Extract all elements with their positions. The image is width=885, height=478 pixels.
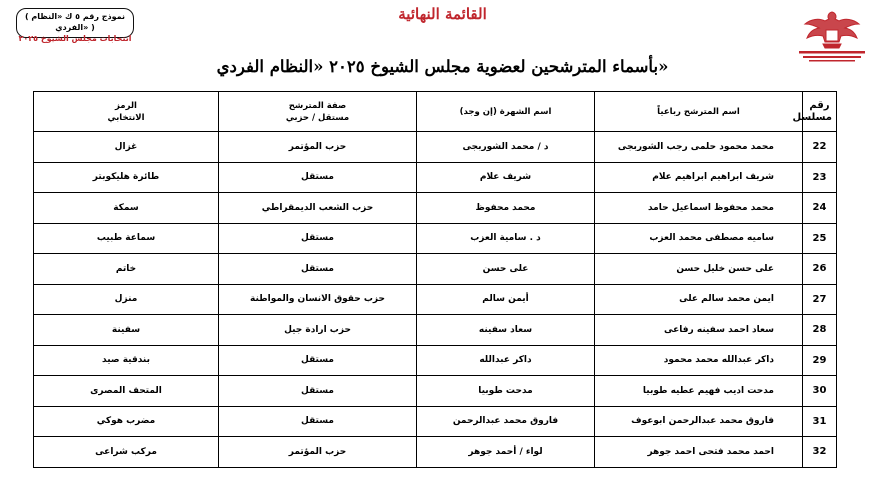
cell-name: ايمن محمد سالم على xyxy=(595,284,803,315)
cell-fame: مدحت طوبيا xyxy=(417,376,595,407)
cell-name: مدحت اديب فهيم عطيه طوبيا xyxy=(595,376,803,407)
table-row xyxy=(34,376,837,407)
table-row xyxy=(34,284,837,315)
cell-symbol: منزل xyxy=(34,284,219,315)
table-header-row xyxy=(34,92,837,132)
header-symbol xyxy=(34,92,219,132)
form-number-label: ( نموذج رقم ٥ ك «النظام الفردي» ) xyxy=(24,12,126,32)
cell-type: مستقل xyxy=(219,162,417,193)
cell-name: محمد محفوظ اسماعيل حامد xyxy=(595,193,803,224)
cell-type: مستقل xyxy=(219,345,417,376)
cell-serial: 25 xyxy=(803,223,837,254)
header-type-l2: مستقل / حزبي xyxy=(285,112,350,123)
header-type xyxy=(219,92,417,132)
cell-symbol: سفينة xyxy=(34,315,219,346)
cell-name: فاروق محمد عبدالرحمن ابوعوف xyxy=(595,406,803,437)
header-name: اسم المترشح رباعياً xyxy=(595,92,803,132)
cell-symbol: مضرب هوكي xyxy=(34,406,219,437)
final-list-title: القائمة النهائية xyxy=(398,5,487,23)
header-fame: اسم الشهرة (إن وجد) xyxy=(417,92,595,132)
cell-type: مستقل xyxy=(219,223,417,254)
cell-serial: 30 xyxy=(803,376,837,407)
cell-symbol: خاتم xyxy=(34,254,219,285)
table-row xyxy=(34,406,837,437)
cell-fame: على حسن xyxy=(417,254,595,285)
header-type-l1: صفة المترشح xyxy=(288,100,347,111)
cell-fame: شريف علام xyxy=(417,162,595,193)
cell-name: احمد محمد فتحى احمد جوهر xyxy=(595,437,803,468)
cell-name: على حسن خليل حسن xyxy=(595,254,803,285)
header-serial-l2: مسلسل xyxy=(792,111,832,123)
cell-serial: 23 xyxy=(803,162,837,193)
cell-name: ساميه مصطفى محمد العزب xyxy=(595,223,803,254)
election-label: انتخابات مجلس الشيوخ ٢٠٢٥ xyxy=(18,34,132,43)
cell-fame: لواء / أحمد جوهر xyxy=(417,437,595,468)
cell-symbol: مركب شراعى xyxy=(34,437,219,468)
header-serial-l1: رقم xyxy=(809,99,830,111)
form-number-box xyxy=(16,8,134,43)
cell-symbol: غزال xyxy=(34,132,219,163)
cell-symbol: طائرة هليكوبتر xyxy=(34,162,219,193)
cell-type: حزب المؤتمر xyxy=(219,437,417,468)
cell-symbol: سماعة طبيب xyxy=(34,223,219,254)
table-row xyxy=(34,193,837,224)
cell-name: شريف ابراهيم ابراهيم علام xyxy=(595,162,803,193)
cell-serial: 27 xyxy=(803,284,837,315)
cell-type: حزب حقوق الانسان والمواطنة xyxy=(219,284,417,315)
cell-fame: داكر عبدالله xyxy=(417,345,595,376)
cell-symbol: المتحف المصرى xyxy=(34,376,219,407)
cell-serial: 29 xyxy=(803,345,837,376)
table-row xyxy=(34,437,837,468)
cell-type: حزب المؤتمر xyxy=(219,132,417,163)
table-row xyxy=(34,132,837,163)
cell-serial: 32 xyxy=(803,437,837,468)
eagle-emblem-icon xyxy=(795,6,870,64)
header-serial xyxy=(792,92,837,132)
cell-symbol: بندقية صيد xyxy=(34,345,219,376)
cell-type: حزب الشعب الديمقراطي xyxy=(219,193,417,224)
cell-fame: سعاد سفينه xyxy=(417,315,595,346)
header-symbol-l1: الرمز xyxy=(115,100,137,111)
cell-name: داكر عبدالله محمد محمود xyxy=(595,345,803,376)
table-row xyxy=(34,162,837,193)
table-row xyxy=(34,254,837,285)
table-row xyxy=(34,223,837,254)
cell-symbol: سمكة xyxy=(34,193,219,224)
cell-serial: 24 xyxy=(803,193,837,224)
cell-fame: محمد محفوظ xyxy=(417,193,595,224)
cell-type: مستقل xyxy=(219,376,417,407)
cell-serial: 31 xyxy=(803,406,837,437)
header-symbol-l2: الانتخابي xyxy=(107,112,145,123)
cell-fame: د . سامية العزب xyxy=(417,223,595,254)
cell-serial: 26 xyxy=(803,254,837,285)
table-row xyxy=(34,315,837,346)
cell-serial: 28 xyxy=(803,315,837,346)
table-row xyxy=(34,345,837,376)
cell-name: سعاد احمد سفينه رفاعى xyxy=(595,315,803,346)
cell-fame: د / محمد الشوربجى xyxy=(417,132,595,163)
cell-serial: 22 xyxy=(803,132,837,163)
cell-fame: فاروق محمد عبدالرحمن xyxy=(417,406,595,437)
cell-type: مستقل xyxy=(219,406,417,437)
cell-type: مستقل xyxy=(219,254,417,285)
main-title: بأسماء المترشحين لعضوية مجلس الشيوخ ٢٠٢٥ «النظام الفردي» xyxy=(216,57,669,76)
cell-type: حزب ارادة جيل xyxy=(219,315,417,346)
candidates-table xyxy=(33,91,837,468)
cell-name: محمد محمود حلمى رجب الشوربجى xyxy=(595,132,803,163)
cell-fame: أيمن سالم xyxy=(417,284,595,315)
